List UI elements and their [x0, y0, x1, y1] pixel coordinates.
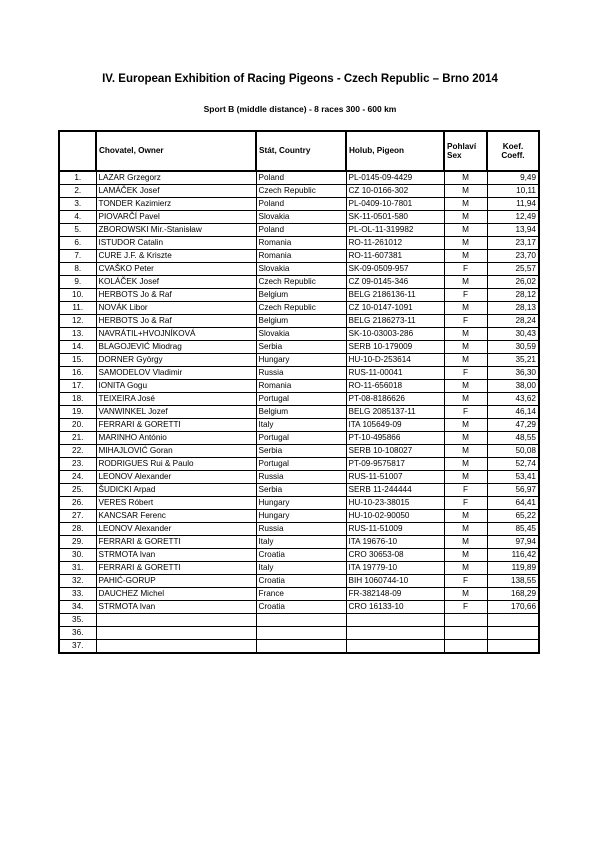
cell-sex: M	[444, 328, 487, 341]
cell-coeff	[487, 614, 539, 627]
cell-country: Poland	[256, 171, 346, 185]
table-row	[59, 575, 539, 588]
cell-sex: F	[444, 497, 487, 510]
table-row	[59, 237, 539, 250]
cell-coeff: 28,12	[487, 289, 539, 302]
cell-coeff: 38,00	[487, 380, 539, 393]
cell-sex: M	[444, 237, 487, 250]
table-header	[59, 131, 539, 171]
page-subtitle: Sport B (middle distance) - 8 races 300 - 600 km	[203, 104, 397, 114]
cell-pigeon: BELG 2085137-11	[346, 406, 444, 419]
cell-rank: 16.	[59, 367, 96, 380]
cell-coeff: 119,89	[487, 562, 539, 575]
cell-rank: 12.	[59, 315, 96, 328]
table-row	[59, 432, 539, 445]
cell-rank: 23.	[59, 458, 96, 471]
cell-sex: M	[444, 510, 487, 523]
cell-sex: M	[444, 523, 487, 536]
cell-sex: M	[444, 224, 487, 237]
cell-owner: NOVÁK Libor	[96, 302, 256, 315]
cell-country: Belgium	[256, 289, 346, 302]
cell-pigeon: CRO 30653-08	[346, 549, 444, 562]
table-row	[59, 419, 539, 432]
table-row	[59, 341, 539, 354]
cell-coeff: 50,08	[487, 445, 539, 458]
cell-owner: STRMOTA Ivan	[96, 549, 256, 562]
header-sex	[444, 131, 487, 171]
cell-pigeon: RO-11-261012	[346, 237, 444, 250]
table-row	[59, 614, 539, 627]
cell-coeff: 53,41	[487, 471, 539, 484]
cell-country: Romania	[256, 380, 346, 393]
cell-rank: 30.	[59, 549, 96, 562]
cell-pigeon: CZ 10-0147-1091	[346, 302, 444, 315]
cell-sex: M	[444, 185, 487, 198]
cell-coeff: 52,74	[487, 458, 539, 471]
table-row	[59, 549, 539, 562]
cell-sex: F	[444, 263, 487, 276]
cell-pigeon: BELG 2186136-11	[346, 289, 444, 302]
cell-owner: FERRARI & GORETTI	[96, 562, 256, 575]
cell-owner: LEONOV Alexander	[96, 471, 256, 484]
cell-owner: PAHIĆ-GORUP	[96, 575, 256, 588]
table-row	[59, 640, 539, 654]
cell-rank: 7.	[59, 250, 96, 263]
cell-owner: STRMOTA Ivan	[96, 601, 256, 614]
table-row	[59, 510, 539, 523]
cell-rank: 26.	[59, 497, 96, 510]
cell-rank: 19.	[59, 406, 96, 419]
cell-owner: DAUCHEZ Michel	[96, 588, 256, 601]
cell-country: Russia	[256, 523, 346, 536]
cell-sex: M	[444, 432, 487, 445]
cell-pigeon: HU-10-23-38015	[346, 497, 444, 510]
cell-sex: M	[444, 419, 487, 432]
table-row	[59, 497, 539, 510]
cell-owner: HERBOTS Jo & Raf	[96, 289, 256, 302]
cell-sex: F	[444, 406, 487, 419]
cell-coeff: 138,55	[487, 575, 539, 588]
cell-country: Romania	[256, 250, 346, 263]
cell-pigeon: CZ 10-0166-302	[346, 185, 444, 198]
table-row	[59, 328, 539, 341]
header-coeff-line2: Coeff.	[501, 151, 525, 160]
table-body	[59, 171, 539, 653]
cell-pigeon: FR-382148-09	[346, 588, 444, 601]
cell-country: Hungary	[256, 510, 346, 523]
table-row	[59, 471, 539, 484]
cell-sex: M	[444, 276, 487, 289]
table-row	[59, 536, 539, 549]
cell-owner: IONITA Gogu	[96, 380, 256, 393]
cell-country: Poland	[256, 198, 346, 211]
cell-rank: 35.	[59, 614, 96, 627]
table-row	[59, 302, 539, 315]
cell-country: Russia	[256, 367, 346, 380]
cell-owner	[96, 640, 256, 654]
header-rank	[59, 131, 96, 171]
cell-sex	[444, 627, 487, 640]
table-row	[59, 289, 539, 302]
cell-rank: 27.	[59, 510, 96, 523]
cell-rank: 29.	[59, 536, 96, 549]
cell-pigeon: ITA 105649-09	[346, 419, 444, 432]
cell-sex: F	[444, 367, 487, 380]
cell-country: Slovakia	[256, 211, 346, 224]
cell-pigeon: PT-08-8186626	[346, 393, 444, 406]
cell-country: Slovakia	[256, 263, 346, 276]
cell-sex: F	[444, 575, 487, 588]
cell-sex: M	[444, 198, 487, 211]
cell-sex: M	[444, 250, 487, 263]
cell-coeff: 56,97	[487, 484, 539, 497]
cell-pigeon: SK-09-0509-957	[346, 263, 444, 276]
cell-rank: 1.	[59, 171, 96, 185]
cell-rank: 11.	[59, 302, 96, 315]
cell-rank: 4.	[59, 211, 96, 224]
table-row	[59, 171, 539, 185]
cell-rank: 10.	[59, 289, 96, 302]
cell-country: Belgium	[256, 315, 346, 328]
table-row	[59, 393, 539, 406]
cell-country: Poland	[256, 224, 346, 237]
header-coeff-line1: Koef.	[502, 141, 524, 151]
cell-owner: FERRARI & GORETTI	[96, 536, 256, 549]
cell-owner: MIHAJLOVIĆ Goran	[96, 445, 256, 458]
cell-pigeon: PT-09-9575817	[346, 458, 444, 471]
cell-pigeon: HU-10-02-90050	[346, 510, 444, 523]
table-row	[59, 367, 539, 380]
table-row	[59, 185, 539, 198]
cell-country: Hungary	[256, 354, 346, 367]
cell-sex: M	[444, 588, 487, 601]
cell-owner: KOLÁČEK Josef	[96, 276, 256, 289]
cell-rank: 14.	[59, 341, 96, 354]
cell-owner: LEONOV Alexander	[96, 523, 256, 536]
cell-coeff: 30,59	[487, 341, 539, 354]
cell-country: Portugal	[256, 393, 346, 406]
cell-rank: 15.	[59, 354, 96, 367]
cell-sex: F	[444, 601, 487, 614]
table-row	[59, 406, 539, 419]
cell-owner: ŠUDICKI Arpad	[96, 484, 256, 497]
table-row	[59, 263, 539, 276]
cell-sex: M	[444, 354, 487, 367]
cell-pigeon: RO-11-656018	[346, 380, 444, 393]
table-row	[59, 224, 539, 237]
cell-country	[256, 614, 346, 627]
cell-pigeon: CZ 09-0145-346	[346, 276, 444, 289]
cell-rank: 20.	[59, 419, 96, 432]
cell-sex: M	[444, 302, 487, 315]
table-row	[59, 211, 539, 224]
cell-coeff: 116,42	[487, 549, 539, 562]
cell-coeff: 25,57	[487, 263, 539, 276]
cell-pigeon: SERB 11-244444	[346, 484, 444, 497]
cell-coeff: 48,55	[487, 432, 539, 445]
cell-pigeon: SERB 10-179009	[346, 341, 444, 354]
cell-rank: 33.	[59, 588, 96, 601]
cell-owner: TEIXEIRA José	[96, 393, 256, 406]
cell-coeff: 170,66	[487, 601, 539, 614]
cell-rank: 34.	[59, 601, 96, 614]
table-row	[59, 562, 539, 575]
cell-country: Serbia	[256, 484, 346, 497]
cell-pigeon	[346, 640, 444, 654]
cell-rank: 32.	[59, 575, 96, 588]
cell-owner: ISTUDOR Catalin	[96, 237, 256, 250]
cell-owner: ZBOROWSKI Mir.-Stanisław	[96, 224, 256, 237]
cell-pigeon	[346, 614, 444, 627]
cell-owner: TONDER Kazimierz	[96, 198, 256, 211]
cell-country: France	[256, 588, 346, 601]
cell-country: Romania	[256, 237, 346, 250]
page-title: IV. European Exhibition of Racing Pigeons - Czech Republic – Brno 2014	[102, 73, 498, 85]
cell-country: Croatia	[256, 575, 346, 588]
cell-rank: 6.	[59, 237, 96, 250]
cell-sex: M	[444, 380, 487, 393]
cell-rank: 28.	[59, 523, 96, 536]
cell-sex	[444, 614, 487, 627]
cell-owner: PIOVARČÍ Pavel	[96, 211, 256, 224]
results-table	[58, 130, 540, 654]
cell-sex: M	[444, 536, 487, 549]
cell-pigeon: PT-10-495866	[346, 432, 444, 445]
cell-pigeon: SK-10-03003-286	[346, 328, 444, 341]
cell-coeff: 13,94	[487, 224, 539, 237]
cell-rank: 25.	[59, 484, 96, 497]
cell-pigeon: PL-0145-09-4429	[346, 171, 444, 185]
cell-owner: CURE J.F. & Kriszte	[96, 250, 256, 263]
cell-coeff: 28,24	[487, 315, 539, 328]
cell-country: Czech Republic	[256, 302, 346, 315]
cell-owner: LAMÁČEK Josef	[96, 185, 256, 198]
cell-owner: KANCSAR Ferenc	[96, 510, 256, 523]
cell-pigeon: ITA 19676-10	[346, 536, 444, 549]
table-row	[59, 276, 539, 289]
cell-coeff: 65,22	[487, 510, 539, 523]
cell-country: Serbia	[256, 341, 346, 354]
cell-owner: FERRARI & GORETTI	[96, 419, 256, 432]
cell-rank: 13.	[59, 328, 96, 341]
cell-coeff: 35,21	[487, 354, 539, 367]
table-row	[59, 523, 539, 536]
cell-owner: VANWINKEL Jozef	[96, 406, 256, 419]
cell-coeff: 23,70	[487, 250, 539, 263]
cell-rank: 21.	[59, 432, 96, 445]
cell-coeff: 28,13	[487, 302, 539, 315]
cell-pigeon: CRO 16133-10	[346, 601, 444, 614]
cell-coeff: 23,17	[487, 237, 539, 250]
cell-pigeon: BELG 2186273-11	[346, 315, 444, 328]
cell-owner	[96, 627, 256, 640]
cell-pigeon	[346, 627, 444, 640]
cell-owner: LAZAR Grzegorz	[96, 171, 256, 185]
header-sex-line2: Sex	[447, 151, 462, 160]
cell-country: Croatia	[256, 549, 346, 562]
cell-sex: M	[444, 549, 487, 562]
cell-owner: BLAGOJEVIĆ Miodrag	[96, 341, 256, 354]
cell-coeff: 43,62	[487, 393, 539, 406]
cell-pigeon: SK-11-0501-580	[346, 211, 444, 224]
table-row	[59, 627, 539, 640]
cell-rank: 8.	[59, 263, 96, 276]
cell-coeff: 12,49	[487, 211, 539, 224]
cell-country: Italy	[256, 419, 346, 432]
table-row	[59, 601, 539, 614]
table-row	[59, 380, 539, 393]
table-row	[59, 250, 539, 263]
cell-pigeon: SERB 10-108027	[346, 445, 444, 458]
table-row	[59, 354, 539, 367]
table-row	[59, 198, 539, 211]
cell-coeff: 64,41	[487, 497, 539, 510]
cell-rank: 22.	[59, 445, 96, 458]
cell-country: Italy	[256, 562, 346, 575]
cell-sex: F	[444, 289, 487, 302]
cell-coeff: 47,29	[487, 419, 539, 432]
cell-owner: NAVRÁTIL+HVOJNÍKOVÁ	[96, 328, 256, 341]
cell-sex: F	[444, 484, 487, 497]
cell-country	[256, 627, 346, 640]
cell-pigeon: RUS-11-00041	[346, 367, 444, 380]
cell-sex: F	[444, 315, 487, 328]
cell-sex: M	[444, 445, 487, 458]
cell-pigeon: RO-11-607381	[346, 250, 444, 263]
cell-owner: RODRIGUES Rui & Paulo	[96, 458, 256, 471]
cell-country: Croatia	[256, 601, 346, 614]
table-row	[59, 458, 539, 471]
cell-coeff: 10,11	[487, 185, 539, 198]
cell-sex: M	[444, 458, 487, 471]
cell-pigeon: ITA 19779-10	[346, 562, 444, 575]
header-pigeon: Holub, Pigeon	[346, 131, 444, 171]
table-row	[59, 484, 539, 497]
header-coeff	[487, 131, 539, 171]
cell-coeff: 26,02	[487, 276, 539, 289]
table-row	[59, 445, 539, 458]
cell-pigeon: PL-OL-11-319982	[346, 224, 444, 237]
cell-owner: MARINHO António	[96, 432, 256, 445]
cell-rank: 2.	[59, 185, 96, 198]
cell-sex: M	[444, 171, 487, 185]
cell-country: Portugal	[256, 432, 346, 445]
cell-rank: 37.	[59, 640, 96, 654]
cell-coeff	[487, 640, 539, 654]
cell-sex	[444, 640, 487, 654]
cell-sex: M	[444, 393, 487, 406]
cell-country: Slovakia	[256, 328, 346, 341]
cell-owner: SAMODELOV Vladimir	[96, 367, 256, 380]
cell-coeff: 11,94	[487, 198, 539, 211]
cell-rank: 24.	[59, 471, 96, 484]
header-country: Stát, Country	[256, 131, 346, 171]
cell-pigeon: RUS-11-51009	[346, 523, 444, 536]
cell-rank: 17.	[59, 380, 96, 393]
cell-country: Italy	[256, 536, 346, 549]
cell-rank: 3.	[59, 198, 96, 211]
cell-pigeon: RUS-11-51007	[346, 471, 444, 484]
cell-pigeon: HU-10-D-253614	[346, 354, 444, 367]
cell-rank: 9.	[59, 276, 96, 289]
cell-pigeon: PL-0409-10-7801	[346, 198, 444, 211]
cell-pigeon: BIH 1060744-10	[346, 575, 444, 588]
header-owner: Chovatel, Owner	[96, 131, 256, 171]
cell-sex: M	[444, 471, 487, 484]
cell-rank: 36.	[59, 627, 96, 640]
cell-coeff: 46,14	[487, 406, 539, 419]
table-row	[59, 315, 539, 328]
cell-owner: CVAŠKO Peter	[96, 263, 256, 276]
table-row	[59, 588, 539, 601]
cell-coeff: 30,43	[487, 328, 539, 341]
cell-owner: HERBOTS Jo & Raf	[96, 315, 256, 328]
cell-rank: 18.	[59, 393, 96, 406]
cell-sex: M	[444, 341, 487, 354]
header-sex-line1: Pohlaví	[447, 141, 477, 151]
cell-coeff: 36,30	[487, 367, 539, 380]
cell-country: Czech Republic	[256, 276, 346, 289]
cell-owner: DORNER György	[96, 354, 256, 367]
cell-coeff: 168,29	[487, 588, 539, 601]
cell-rank: 5.	[59, 224, 96, 237]
cell-sex: M	[444, 211, 487, 224]
cell-country: Czech Republic	[256, 185, 346, 198]
cell-country: Belgium	[256, 406, 346, 419]
cell-coeff: 85,45	[487, 523, 539, 536]
cell-country: Hungary	[256, 497, 346, 510]
cell-country	[256, 640, 346, 654]
cell-country: Serbia	[256, 445, 346, 458]
cell-coeff	[487, 627, 539, 640]
cell-owner	[96, 614, 256, 627]
cell-country: Russia	[256, 471, 346, 484]
cell-country: Portugal	[256, 458, 346, 471]
cell-rank: 31.	[59, 562, 96, 575]
cell-coeff: 9,49	[487, 171, 539, 185]
cell-sex: M	[444, 562, 487, 575]
cell-owner: VERES Róbert	[96, 497, 256, 510]
cell-coeff: 97,94	[487, 536, 539, 549]
